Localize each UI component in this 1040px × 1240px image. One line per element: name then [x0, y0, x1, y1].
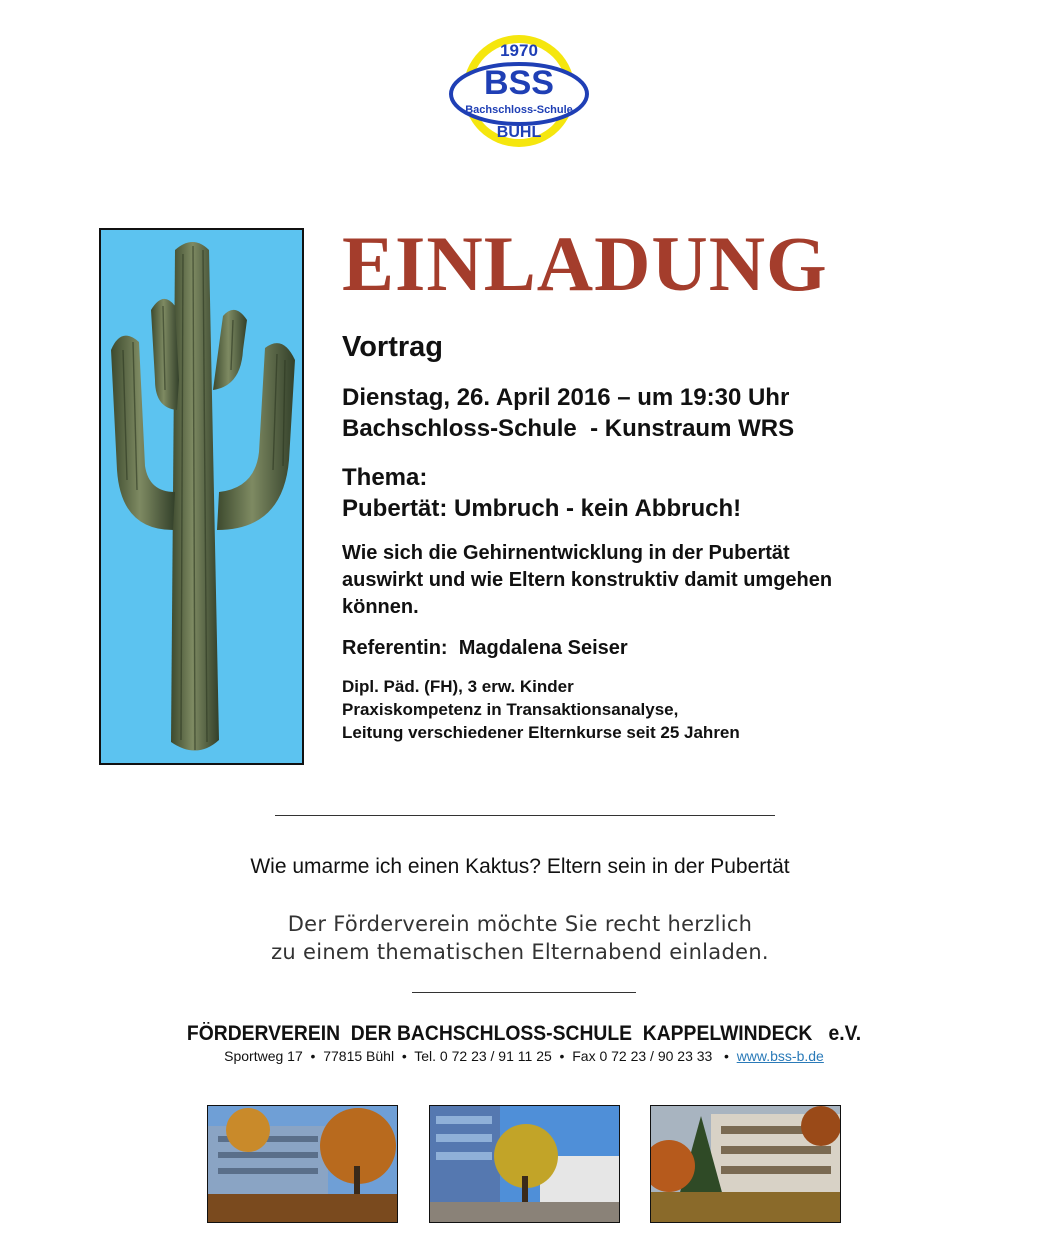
invitation-line: Der Förderverein möchte Sie recht herzlich [287, 912, 753, 936]
topic-label: Thema: [342, 464, 428, 491]
organization-contact [0, 1046, 1040, 1066]
qualification-line: Leitung verschiedener Elternkurse seit 25 Jahren [342, 723, 740, 742]
speaker [342, 635, 982, 661]
logo-city: BÜHL [496, 124, 542, 141]
invitation-content [342, 222, 982, 744]
divider [412, 992, 636, 993]
cactus-image [99, 228, 304, 765]
school-photo [429, 1105, 620, 1223]
event-subtitle: Wie umarme ich einen Kaktus? Eltern sein in der Pubertät [250, 855, 790, 878]
school-photo [207, 1105, 398, 1223]
organization-name: FÖRDERVEREIN DER BACHSCHLOSS-SCHULE KAPPELWINDECK e.V. [186, 1022, 862, 1045]
page-title: EINLADUNG [342, 220, 828, 307]
event-datetime-block [342, 382, 982, 444]
event-date: Dienstag, 26. April 2016 – um 19:30 Uhr [342, 384, 790, 411]
description-line: auswirkt und wie Eltern konstruktiv damit umgehen [342, 569, 833, 591]
topic-block [342, 462, 982, 524]
qualification-line: Praxiskompetenz in Transaktionsanalyse, [342, 700, 679, 719]
school-logo [446, 32, 592, 150]
description-line: Wie sich die Gehirnentwicklung in der Pubertät [342, 542, 790, 564]
contact-details: Sportweg 17 • 77815 Bühl • Tel. 0 72 23 / 91 11 25 • Fax 0 72 23 / 90 23 33 • [224, 1048, 737, 1064]
event-location: Bachschloss-Schule - Kunstraum WRS [342, 415, 795, 442]
divider [275, 815, 775, 816]
website-link[interactable]: www.bss-b.de [736, 1048, 824, 1064]
event-type: Vortrag [342, 331, 443, 363]
speaker-name: Magdalena Seiser [458, 637, 628, 659]
school-photo [650, 1105, 841, 1223]
topic-title: Pubertät: Umbruch - kein Abbruch! [342, 495, 742, 522]
bss-logo-graphic [446, 32, 592, 150]
logo-year: 1970 [500, 41, 538, 60]
logo-school-name: Bachschloss-Schule [465, 104, 573, 116]
invitation-line: zu einem thematischen Elternabend einladen. [271, 940, 769, 964]
description-line: können. [342, 596, 419, 618]
speaker-qualifications [342, 675, 982, 744]
logo-abbr: BSS [484, 64, 554, 102]
qualification-line: Dipl. Päd. (FH), 3 erw. Kinder [342, 677, 574, 696]
topic-description [342, 540, 982, 621]
invitation-text [0, 910, 1040, 966]
speaker-label: Referentin: [342, 637, 459, 659]
